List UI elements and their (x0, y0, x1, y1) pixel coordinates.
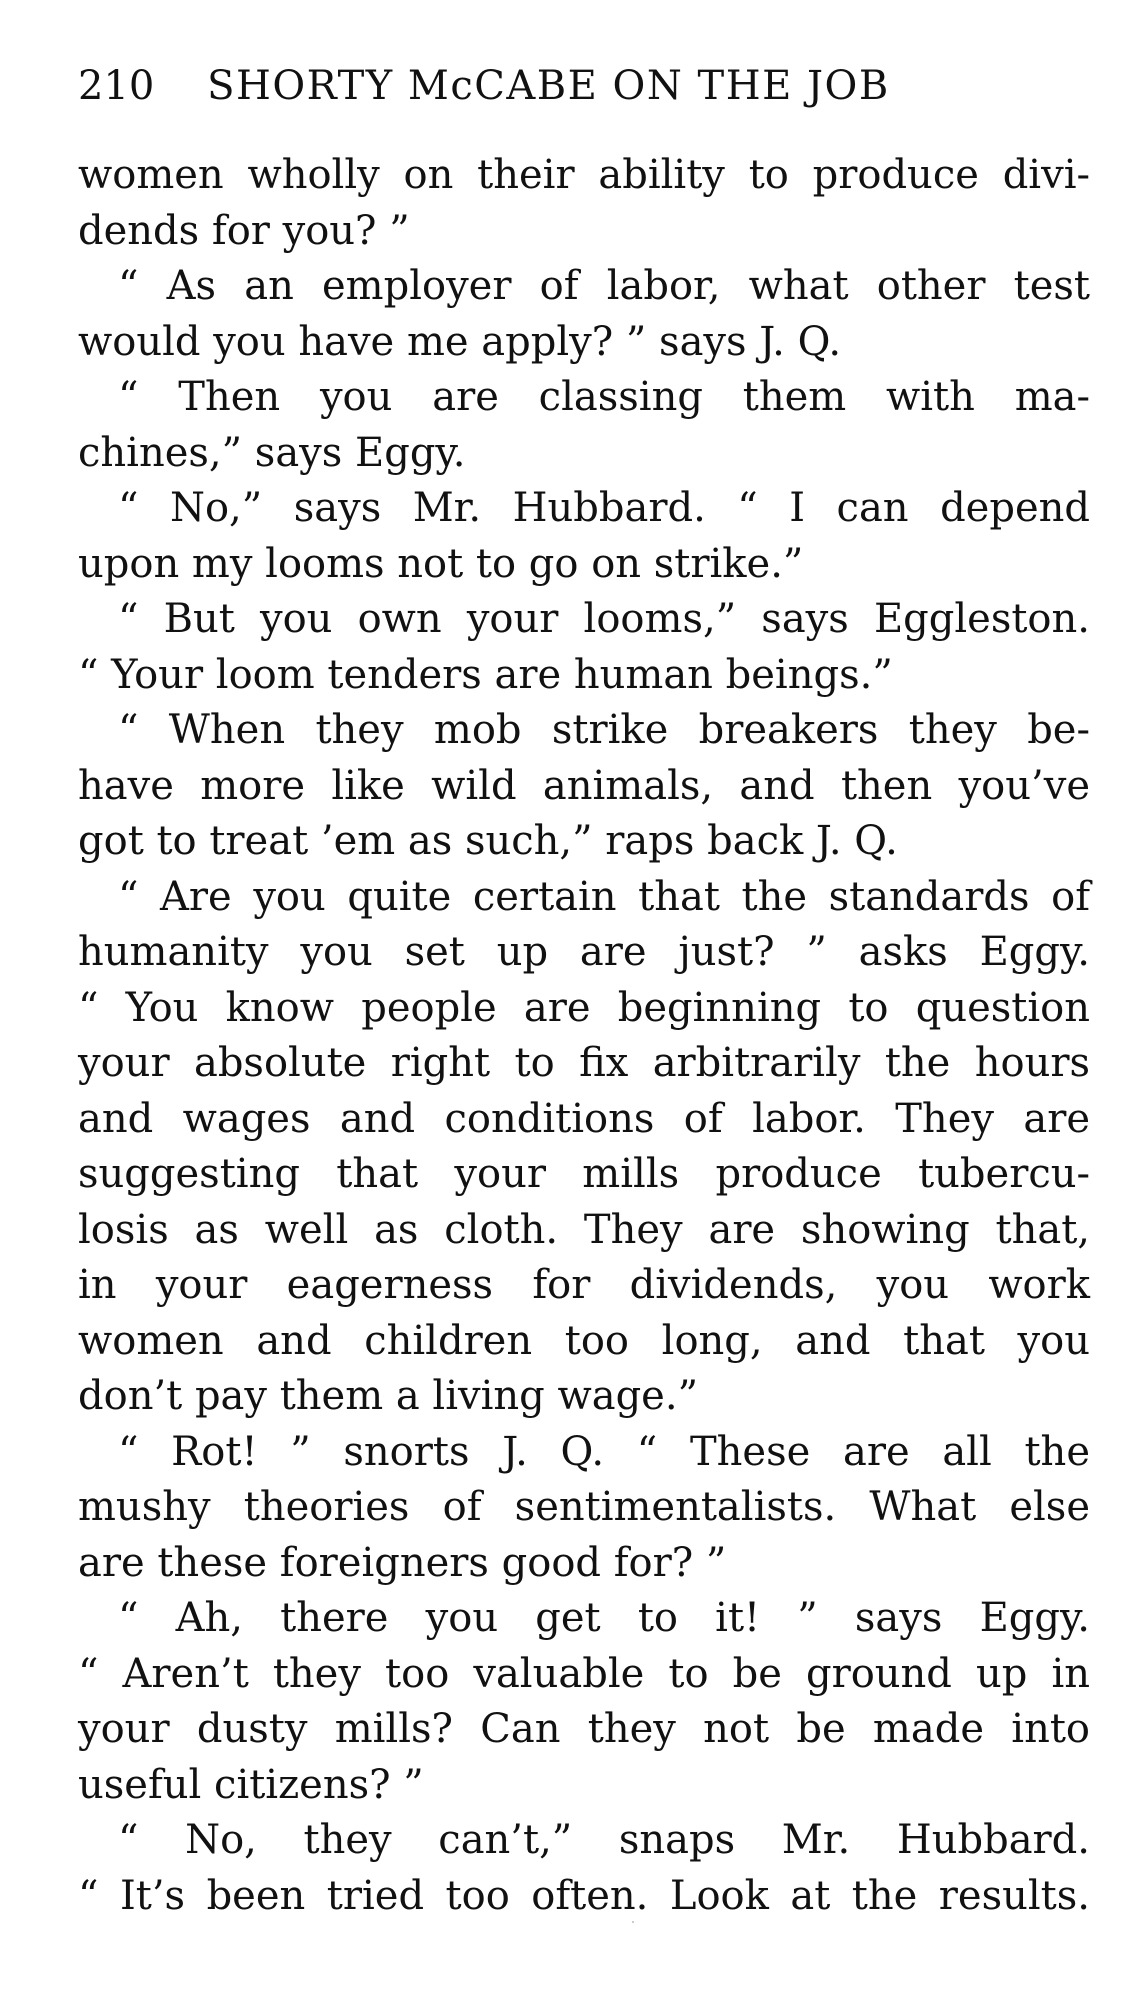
text-line: women and children too long, and that you (78, 1317, 1090, 1364)
text-line: have more like wild animals, and then you’ve (78, 762, 1090, 809)
text-line: chines,” says Eggy. (78, 429, 466, 476)
paper-speck (632, 1921, 634, 1923)
body-text (78, 148, 1090, 1924)
text-line: “ No, they can’t,” snaps Mr. Hubbard. (118, 1817, 1090, 1863)
text-line: “ Your loom tenders are human beings.” (78, 651, 893, 698)
text-line: in your eagerness for dividends, you work (78, 1262, 1090, 1308)
text-line: losis as well as cloth. They are showing that, (78, 1206, 1090, 1253)
text-line: “ It’s been tried too often. Look at the results. (78, 1872, 1090, 1919)
running-title: SHORTY McCABE ON THE JOB (207, 63, 890, 109)
page-number: 210 (78, 63, 155, 109)
text-line: upon my looms not to go on strike.” (78, 540, 804, 587)
text-line: “ When they mob strike breakers they be- (118, 707, 1090, 753)
text-line: are these foreigners good for? ” (78, 1539, 727, 1586)
text-line: “ You know people are beginning to question (78, 984, 1090, 1031)
text-line: useful citizens? ” (78, 1761, 424, 1808)
text-line: your absolute right to fix arbitrarily the hours (78, 1040, 1090, 1086)
text-line: got to treat ’em as such,” raps back J. Q. (78, 818, 898, 864)
text-line: humanity you set up are just? ” asks Eggy. (78, 929, 1090, 975)
text-line: dends for you? ” (78, 207, 410, 254)
running-header (78, 60, 1090, 112)
text-line: “ Ah, there you get to it! ” says Eggy. (118, 1595, 1090, 1641)
text-line: “ Are you quite certain that the standards of (118, 873, 1090, 920)
text-line: would you have me apply? ” says J. Q. (78, 318, 842, 365)
text-line: “ No,” says Mr. Hubbard. “ I can depend (118, 485, 1090, 531)
text-line: mushy theories of sentimentalists. What else (78, 1484, 1090, 1530)
text-line: “ As an employer of labor, what other test (118, 263, 1090, 309)
text-line: suggesting that your mills produce tubercu- (78, 1151, 1090, 1197)
text-line: “ Then you are classing them with ma- (118, 374, 1090, 420)
text-line: “ Aren’t they too valuable to be ground up in (78, 1650, 1090, 1697)
text-line: and wages and conditions of labor. They are (78, 1095, 1090, 1142)
text-line: “ Rot! ” snorts J. Q. “ These are all the (118, 1428, 1090, 1475)
text-line: women wholly on their ability to produce divi- (78, 152, 1090, 198)
text-line: don’t pay them a living wage.” (78, 1373, 699, 1419)
text-line: “ But you own your looms,” says Eggleston. (118, 596, 1090, 642)
text-line: your dusty mills? Can they not be made into (78, 1706, 1090, 1752)
